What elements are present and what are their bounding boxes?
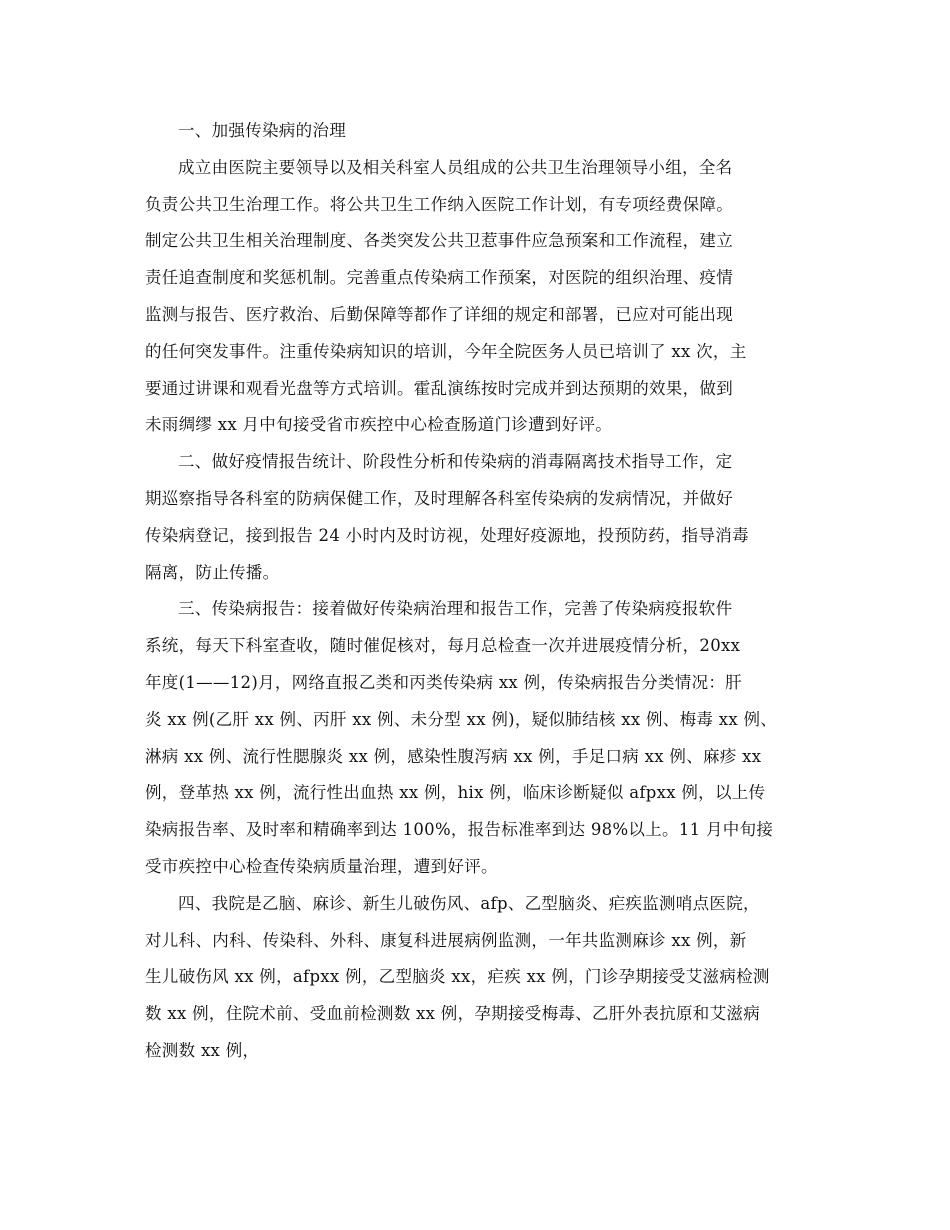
text-line: 隔离，防止传播。 (145, 562, 280, 582)
text-line: 生儿破伤风 xx 例，afpxx 例，乙型脑炎 xx，疟疾 xx 例，门诊孕期接受艾滋病检测 (145, 967, 770, 987)
text-line: 二、做好疫情报告统计、阶段性分析和传染病的消毒隔离技术指导工作，定 (178, 452, 733, 472)
text-line: 检测数 xx 例， (145, 1040, 260, 1060)
text-line: 对儿科、内科、传染科、外科、康复科进展病例监测，一年共监测麻诊 xx 例，新 (145, 930, 747, 950)
text-line: 系统，每天下科室查收，随时催促核对，每月总检查一次并进展疫情分析，20xx (145, 636, 741, 656)
document-body (145, 116, 815, 1073)
paragraph-3 (145, 594, 815, 882)
text-line: 染病报告率、及时率和精确率到达 100%，报告标准率到达 98%以上。11 月中旬接 (145, 820, 774, 840)
paragraph-2 (145, 447, 815, 587)
text-line: 期巡察指导各科室的防病保健工作，及时理解各科室传染病的发病情况，并做好 (145, 488, 733, 508)
text-line: 一、加强传染病的治理 (178, 121, 346, 140)
text-line: 炎 xx 例(乙肝 xx 例、丙肝 xx 例、未分型 xx 例)，疑似肺结核 xx 例、梅毒 xx 例、 (145, 709, 778, 729)
text-line: 三、传染病报告：接着做好传染病治理和报告工作，完善了传染病疫报软件 (178, 599, 733, 619)
section-heading-1 (145, 116, 815, 146)
text-line: 淋病 xx 例、流行性腮腺炎 xx 例，感染性腹泻病 xx 例，手足口病 xx 例、麻疹 xx (145, 746, 762, 766)
text-line: 成立由医院主要领导以及相关科室人员组成的公共卫生治理领导小组，全名 (178, 157, 733, 177)
text-line: 要通过讲课和观看光盘等方式培训。霍乱演练按时完成并到达预期的效果，做到 (145, 378, 733, 398)
text-line: 负责公共卫生治理工作。将公共卫生工作纳入医院工作计划，有专项经费保障。 (145, 194, 733, 214)
text-line: 制定公共卫生相关治理制度、各类突发公共卫惹事件应急预案和工作流程，建立 (145, 231, 733, 251)
text-line: 监测与报告、医疗救治、后勤保障等都作了详细的规定和部署，已应对可能出现 (145, 304, 733, 324)
text-line: 未雨绸缪 xx 月中旬接受省市疾控中心检查肠道门诊遭到好评。 (145, 415, 613, 435)
paragraph-1 (145, 153, 815, 441)
text-line: 四、我院是乙脑、麻诊、新生儿破伤风、afp、乙型脑炎、疟疾监测哨点医院， (178, 893, 760, 913)
text-line: 数 xx 例，住院术前、受血前检测数 xx 例，孕期接受梅毒、乙肝外表抗原和艾滋病 (145, 1004, 761, 1024)
text-line: 受市疾控中心检查传染病质量治理，遭到好评。 (145, 856, 498, 876)
text-line: 责任追查制度和奖惩机制。完善重点传染病工作预案，对医院的组织治理、疫情 (145, 268, 733, 288)
text-line: 例，登革热 xx 例，流行性出血热 xx 例，hix 例，临床诊断疑似 afpxx 例，以上传 (145, 783, 766, 803)
paragraph-4 (145, 889, 815, 1066)
text-line: 传染病登记，接到报告 24 小时内及时访视，处理好疫源地，投预防药，指导消毒 (145, 525, 749, 545)
text-line: 的任何突发事件。注重传染病知识的培训，今年全院医务人员已培训了 xx 次，主 (145, 341, 747, 361)
text-line: 年度(1——12)月，网络直报乙类和丙类传染病 xx 例，传染病报告分类情况：肝 (145, 672, 742, 692)
